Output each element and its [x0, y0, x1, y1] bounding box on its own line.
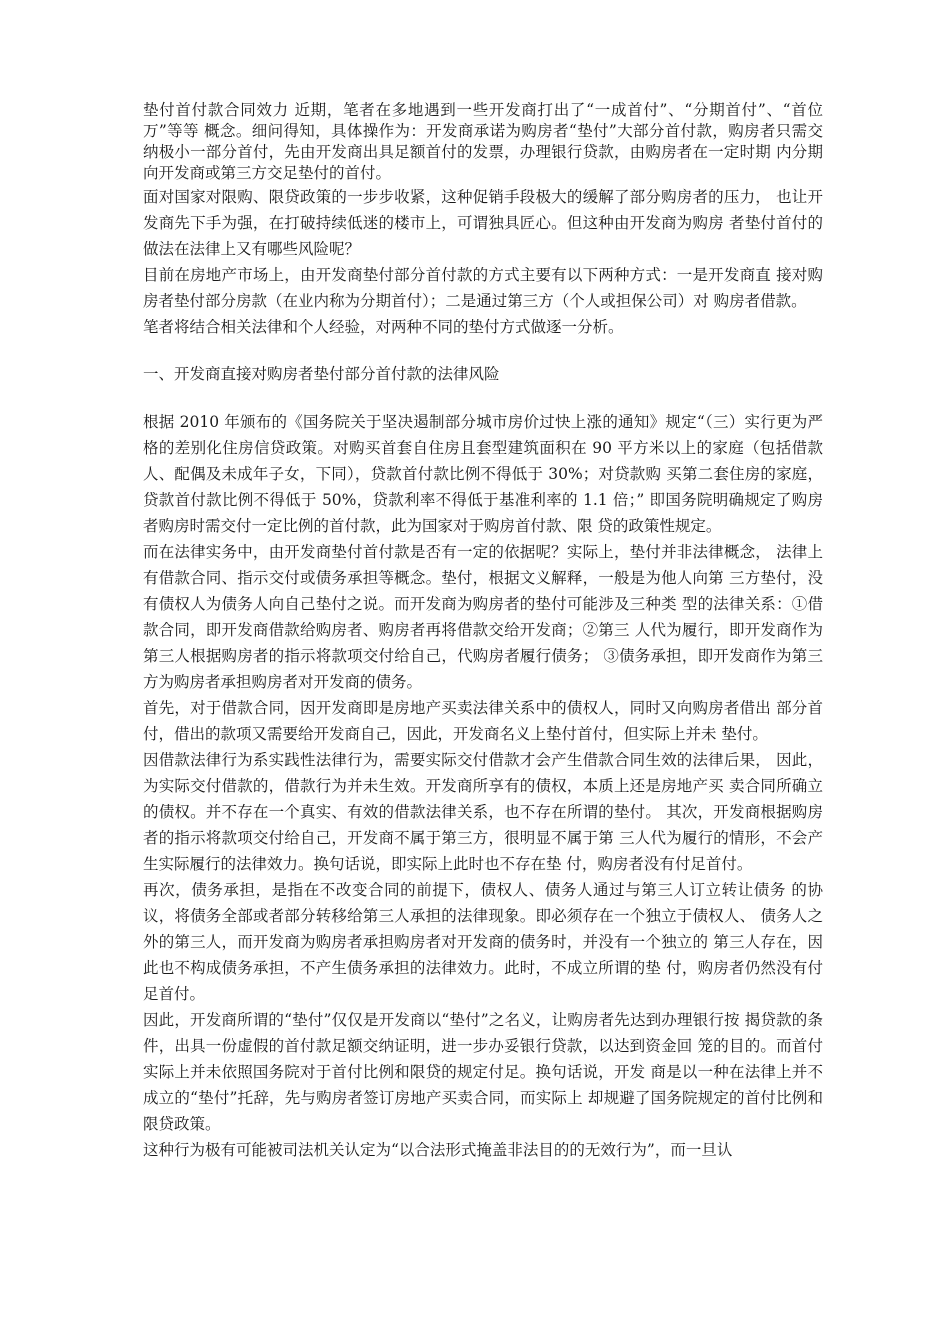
paragraph-conclusion: 因此，开发商所谓的“垫付”仅仅是开发商以“垫付”之名义，让购房者先达到办理银行按 揭贷款的条件，出具一份虚假的首付款足额交纳证明，进一步办妥银行贷款，以达到资金回 笼的目的。而首付实际上并未依照国务院对于首付比例和限贷的规定付足。换句话说，开发 商是以一种在法律上并不成立的“垫付”托辞，先与购房者签订房地产买卖合同，而实际上 却规避了国务院规定的首付比例和限贷政策。 — [143, 1011, 823, 1133]
spacer — [143, 340, 823, 363]
paragraph-practical-act: 因借款法律行为系实践性法律行为，需要实际交付借款才会产生借款合同生效的法律后果， 因此，为实际交付借款的，借款行为并未生效。开发商所享有的债权，本质上还是房地产买 卖合同所确立的债权。并不存在一个真实、有效的借款法律关系，也不存在所谓的垫付。 其次，开发商根据购房者的指示将款项交付给自己，开发商不属于第三方，很明显不属于第 三人代为履行的情形，不会产生实际履行的法律效力。换句话说，即实际上此时也不存在垫 付，购房者没有付足首付。 — [143, 751, 823, 873]
paragraph-intro: 垫付首付款合同效力 近期，笔者在多地遇到一些开发商打出了“一成首付”、“分期首付”、“首位万”等等 概念。细问得知，具体操作为：开发商承诺为购房者“垫付”大部分首付款，购房者只需交 纳极小一部分首付，先由开发商出具足额首付的发票，办理银行贷款，由购房者在一定时期 内分期向开发商或第三方交足垫付的首付。 — [143, 101, 823, 182]
paragraph-legal-basis: 而在法律实务中，由开发商垫付首付款是否有一定的依据呢？实际上，垫付并非法律概念， 法律上有借款合同、指示交付或债务承担等概念。垫付，根据文义解释，一般是为他人向第 三方垫付，没有债权人为债务人向自己垫付之说。而开发商为购房者的垫付可能涉及三种类 型的法律关系：①借款合同，即开发商借款给购房者、购房者再将借款交给开发商；②第三 人代为履行，即开发商作为第三人根据购房者的指示将款项交付给自己，代购房者履行债务； ③债务承担，即开发商作为第三方为购房者承担购房者对开发商的债务。 — [143, 543, 823, 691]
section-heading: 一、开发商直接对购房者垫付部分首付款的法律风险 — [143, 365, 500, 383]
paragraph-state-council-notice: 根据 2010 年颁布的《国务院关于坚决遏制部分城市房价过快上涨的通知》规定“（三）实行更为严格的差别化住房信贷政策。对购买首套自住房且套型建筑面积在 90 平方米以上的家庭（包括借款人、配偶及未成年子女，下同），贷款首付款比例不得低于 30%；对贷款购 买第二套住房的家庭，贷款首付款比例不得低于 50%，贷款利率不得低于基准利率的 1.1 倍；” 即国务院明确规定了购房者购房时需交付一定比例的首付款，此为国家对于购房首付款、限 贷的政策性规定。 — [143, 413, 823, 535]
paragraph-loan-contract: 首先，对于借款合同，因开发商即是房地产买卖法律关系中的债权人，同时又向购房者借出 部分首付，借出的款项又需要给开发商自己，因此，开发商名义上垫付首付，但实际上并未 垫付。 — [143, 699, 823, 743]
spacer — [143, 386, 823, 409]
document-body — [143, 100, 823, 1163]
paragraph-market-context: 面对国家对限购、限贷政策的一步步收紧，这种促销手段极大的缓解了部分购房者的压力， 也让开发商先下手为强，在打破持续低迷的楼市上，可谓独具匠心。但这种由开发商为购房 者垫付首付的做法在法律上又有哪些风险呢？ — [143, 188, 823, 258]
paragraph-debt-assumption: 再次，债务承担，是指在不改变合同的前提下，债权人、债务人通过与第三人订立转让债务 的协议，将债务全部或者部分转移给第三人承担的法律现象。即必须存在一个独立于债权人、 债务人之外的第三人，而开发商为购房者承担购房者对开发商的债务时，并没有一个独立的 第三人存在，因此也不构成债务承担，不产生债务承担的法律效力。此时，不成立所谓的垫 付，购房者仍然没有付足首付。 — [143, 881, 823, 1003]
paragraph-two-methods: 目前在房地产市场上，由开发商垫付部分首付款的方式主要有以下两种方式：一是开发商直 接对购房者垫付部分房款（在业内称为分期首付）；二是通过第三方（个人或担保公司）对 购房者借款。 — [143, 266, 823, 310]
paragraph-analysis-intro: 笔者将结合相关法律和个人经验，对两种不同的垫付方式做逐一分析。 — [143, 318, 624, 336]
paragraph-invalid-act: 这种行为极有可能被司法机关认定为“以合法形式掩盖非法目的的无效行为”，而一旦认 — [143, 1141, 733, 1159]
